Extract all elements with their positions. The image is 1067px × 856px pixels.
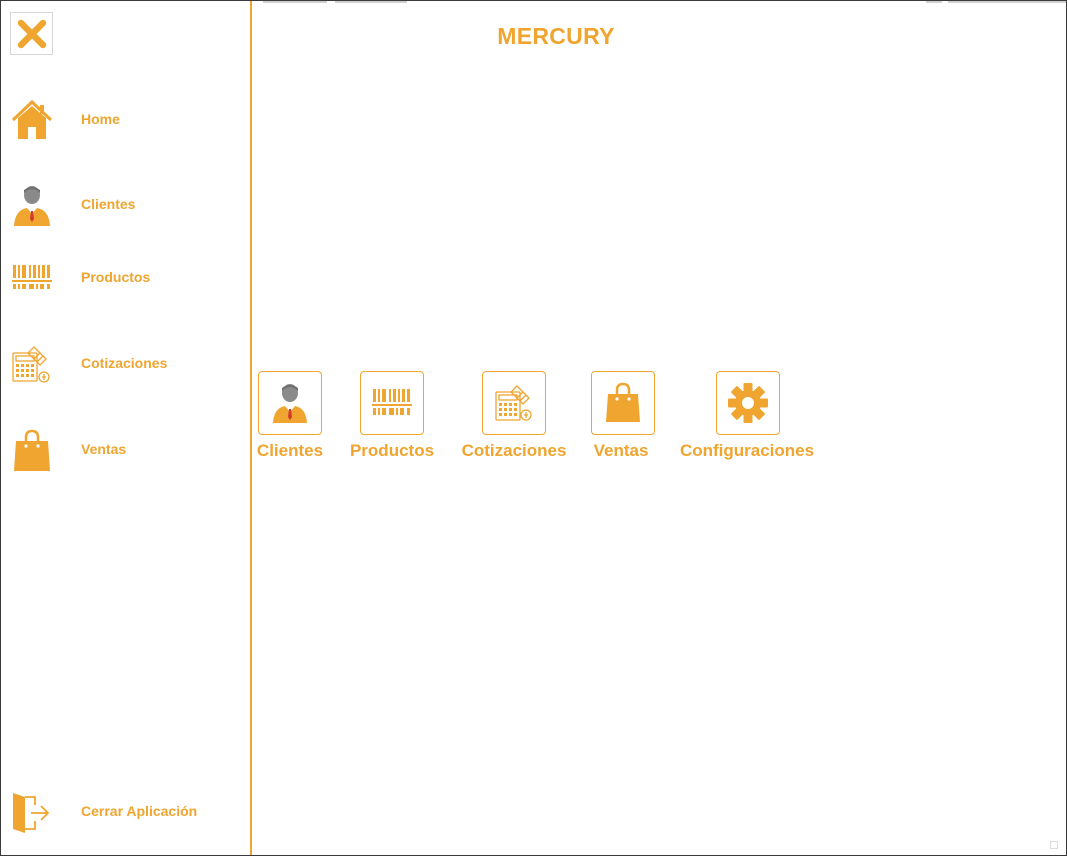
drawer-item-label: Clientes (81, 196, 136, 212)
drawer-item-label: Ventas (81, 441, 127, 457)
shopping-bag-icon (603, 382, 643, 424)
tile-productos[interactable] (344, 371, 440, 466)
drawer-item-productos[interactable] (1, 252, 250, 302)
drawer-item-ventas[interactable] (1, 424, 250, 474)
tile-label: Cotizaciones (461, 441, 567, 460)
barcode-icon (11, 257, 53, 299)
calculator-icon (11, 343, 53, 385)
client-person-icon (11, 184, 53, 226)
drawer-item-cerrar-aplicacion[interactable] (1, 786, 250, 836)
tile-label: Clientes (256, 441, 324, 460)
client-person-icon (269, 382, 311, 424)
drawer-item-label: Cerrar Aplicación (81, 803, 198, 819)
window-chrome-strip (263, 1, 327, 3)
close-x-icon (17, 19, 47, 49)
side-drawer (1, 1, 252, 856)
tile-cotizaciones[interactable] (456, 371, 572, 466)
drawer-item-label: Productos (81, 269, 151, 285)
shopping-bag-icon (11, 429, 53, 471)
home-icon (11, 99, 53, 141)
app-title: MERCURY (497, 23, 615, 49)
drawer-item-cotizaciones[interactable] (1, 338, 250, 388)
tile-box (482, 371, 546, 435)
window-chrome-strip (948, 1, 1066, 3)
tile-box (360, 371, 424, 435)
gear-icon (726, 381, 770, 425)
tile-box (591, 371, 655, 435)
tile-ventas[interactable] (588, 371, 658, 466)
drawer-item-home[interactable] (1, 94, 250, 144)
drawer-item-label: Home (81, 111, 120, 127)
window-chrome-strip (335, 1, 407, 3)
tile-box (716, 371, 780, 435)
resize-grip[interactable] (1050, 841, 1058, 849)
tile-clientes[interactable] (256, 371, 326, 466)
tile-configuraciones[interactable] (674, 371, 820, 466)
exit-door-icon (11, 791, 53, 833)
drawer-item-label: Cotizaciones (81, 355, 168, 371)
tile-label: Ventas (593, 441, 649, 460)
tile-label: Productos (349, 441, 435, 460)
calculator-icon (493, 382, 535, 424)
window-chrome-strip (926, 1, 942, 3)
close-drawer-button[interactable] (10, 12, 53, 55)
tile-box (258, 371, 322, 435)
drawer-item-clientes[interactable] (1, 179, 250, 229)
barcode-icon (372, 388, 412, 418)
tile-label: Configuraciones (679, 441, 815, 460)
